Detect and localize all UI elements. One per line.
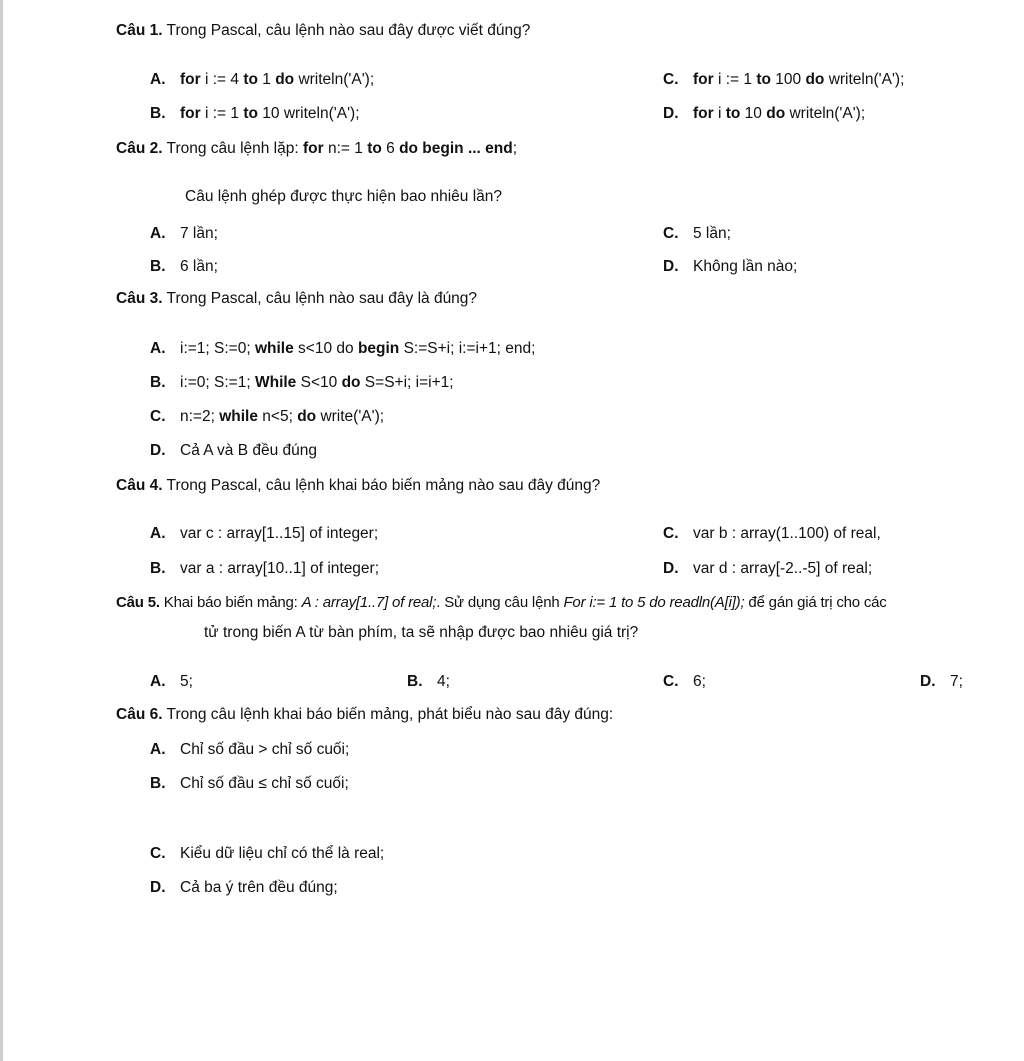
option-text xyxy=(180,374,454,391)
option-letter: D. xyxy=(150,442,166,459)
q6-option-a[interactable] xyxy=(150,741,349,759)
option-text xyxy=(180,741,349,758)
option-text xyxy=(693,560,872,577)
text-run: i:=0; S:=1; xyxy=(180,374,255,391)
text-run: var d : array[-2..-5] of real; xyxy=(693,560,873,577)
option-letter: B. xyxy=(407,673,423,690)
q3-option-b[interactable] xyxy=(150,374,454,392)
text-run: var b : array(1..100) of real, xyxy=(693,525,881,542)
question-5-text xyxy=(164,594,887,611)
text-run: 4; xyxy=(437,673,450,690)
text-run: i:=1; S:=0; xyxy=(180,340,255,357)
text-run: . Sử dụng câu lệnh xyxy=(436,594,564,611)
question-1-label: Câu 1. xyxy=(116,22,163,39)
option-letter: A. xyxy=(150,340,166,357)
option-letter: C. xyxy=(663,71,679,88)
text-run: do xyxy=(766,105,786,122)
option-letter: D. xyxy=(663,560,679,577)
q1-option-c[interactable] xyxy=(663,71,904,89)
option-text xyxy=(693,105,865,122)
text-run: 5 lần; xyxy=(693,225,731,242)
q3-option-d[interactable] xyxy=(150,442,317,460)
q4-option-a[interactable] xyxy=(150,525,378,543)
q2-option-d[interactable] xyxy=(663,258,797,276)
text-run: 10 xyxy=(740,105,767,122)
question-6-text: Trong câu lệnh khai báo biến mảng, phát biểu nào sau đây đúng: xyxy=(166,706,614,723)
question-4-label: Câu 4. xyxy=(116,477,163,494)
text-run: S:=S+i; i:=i+1; end; xyxy=(399,340,536,357)
text-run: begin xyxy=(357,340,400,357)
option-letter: D. xyxy=(663,258,679,275)
text-run: writeln('A'); xyxy=(294,71,375,88)
option-letter: B. xyxy=(150,374,166,391)
question-3-label: Câu 3. xyxy=(116,290,163,307)
text-run: i := 1 xyxy=(713,71,757,88)
text-run: Khai báo biến mảng: xyxy=(163,594,302,611)
page-left-edge xyxy=(0,0,3,1061)
question-5-subtext: tử trong biến A từ bàn phím, ta sẽ nhập được bao nhiêu giá trị? xyxy=(204,624,639,641)
option-text xyxy=(693,71,904,88)
option-letter: B. xyxy=(150,258,166,275)
q2-option-a[interactable] xyxy=(150,225,218,243)
text-run: do xyxy=(275,71,295,88)
text-run: để gán giá trị cho các xyxy=(744,594,887,611)
text-run: Kiểu dữ liệu chỉ có thể là real; xyxy=(180,845,385,862)
option-letter: A. xyxy=(150,741,166,758)
text-run: Trong câu lệnh lặp: xyxy=(166,140,303,157)
q5-option-c[interactable] xyxy=(663,673,706,691)
text-run: S<10 xyxy=(296,374,342,391)
option-letter: D. xyxy=(920,673,936,690)
option-text xyxy=(437,673,450,690)
option-text xyxy=(180,408,384,425)
q6-option-d[interactable] xyxy=(150,879,338,897)
text-run: 100 xyxy=(770,71,806,88)
text-run: var c : array[1..15] of integer; xyxy=(180,525,379,542)
question-1 xyxy=(116,22,530,40)
option-text xyxy=(180,105,360,122)
text-run: do xyxy=(341,374,361,391)
option-letter: C. xyxy=(663,673,679,690)
option-text xyxy=(693,225,731,242)
text-run: A : array[1..7] of real; xyxy=(301,594,437,611)
text-run: Cả ba ý trên đều đúng; xyxy=(180,879,338,896)
q1-option-d[interactable] xyxy=(663,105,865,123)
text-run: i xyxy=(713,105,726,122)
option-letter: A. xyxy=(150,71,166,88)
text-run: do xyxy=(805,71,825,88)
text-run: 7 lần; xyxy=(180,225,218,242)
text-run: n:=2; xyxy=(180,408,220,425)
q5-option-a[interactable] xyxy=(150,673,193,691)
option-text xyxy=(180,560,379,577)
option-text xyxy=(180,340,535,357)
option-text xyxy=(693,258,797,275)
option-letter: C. xyxy=(663,225,679,242)
text-run: writeln('A'); xyxy=(824,71,905,88)
text-run: for xyxy=(693,71,714,88)
option-text xyxy=(180,845,384,862)
q3-option-c[interactable] xyxy=(150,408,384,426)
q4-option-c[interactable] xyxy=(663,525,881,543)
text-run: to xyxy=(243,71,258,88)
text-run: i := 1 xyxy=(200,105,244,122)
text-run: for xyxy=(180,71,201,88)
text-run: write('A'); xyxy=(316,408,385,425)
q1-option-b[interactable] xyxy=(150,105,360,123)
question-5 xyxy=(116,594,887,611)
q6-option-b[interactable] xyxy=(150,775,349,793)
option-text xyxy=(693,525,881,542)
option-text xyxy=(180,71,374,88)
question-2 xyxy=(116,140,517,158)
option-text xyxy=(180,225,218,242)
q6-option-c[interactable] xyxy=(150,845,384,863)
text-run: Chỉ số đầu ≤ chỉ số cuối; xyxy=(180,775,349,792)
text-run: for xyxy=(180,105,201,122)
q1-option-a[interactable] xyxy=(150,71,374,89)
text-run: to xyxy=(725,105,741,122)
question-6-label: Câu 6. xyxy=(116,706,163,723)
question-2-label: Câu 2. xyxy=(116,140,163,157)
option-letter: C. xyxy=(150,845,166,862)
text-run: while xyxy=(219,408,258,425)
text-run: writeln('A'); xyxy=(785,105,866,122)
text-run: while xyxy=(254,340,294,357)
question-1-text: Trong Pascal, câu lệnh nào sau đây được viết đúng? xyxy=(166,22,531,39)
text-run: Chỉ số đầu > chỉ số cuối; xyxy=(180,741,350,758)
text-run: to xyxy=(243,105,258,122)
option-letter: C. xyxy=(150,408,166,425)
text-run: s<10 do xyxy=(293,340,358,357)
q5-option-d[interactable] xyxy=(920,673,963,691)
option-text xyxy=(180,879,338,896)
question-4-text: Trong Pascal, câu lệnh khai báo biến mảng nào sau đây đúng? xyxy=(166,477,601,494)
text-run: do begin ... end xyxy=(399,140,513,157)
text-run: 10 writeln('A'); xyxy=(257,105,360,122)
q2-option-c[interactable] xyxy=(663,225,731,243)
option-letter: B. xyxy=(150,560,166,577)
text-run: to xyxy=(756,71,771,88)
text-run: While xyxy=(254,374,297,391)
text-run: 5; xyxy=(180,673,193,690)
option-letter: B. xyxy=(150,775,166,792)
text-run: n:= 1 xyxy=(323,140,368,157)
text-run: 6; xyxy=(693,673,706,690)
option-letter: D. xyxy=(663,105,679,122)
text-run: 1 xyxy=(257,71,276,88)
option-letter: D. xyxy=(150,879,166,896)
option-text xyxy=(180,442,317,459)
text-run: 7; xyxy=(950,673,963,690)
q4-option-d[interactable] xyxy=(663,560,872,578)
option-letter: C. xyxy=(663,525,679,542)
text-run: Cả A và B đều đúng xyxy=(180,442,318,459)
q2-option-b[interactable] xyxy=(150,258,218,276)
question-3 xyxy=(116,290,477,308)
text-run: for xyxy=(693,105,714,122)
option-letter: A. xyxy=(150,225,166,242)
option-text xyxy=(950,673,963,690)
option-text xyxy=(180,258,218,275)
text-run: 6 xyxy=(381,140,400,157)
text-run: Không lần nào; xyxy=(693,258,798,275)
question-2-text xyxy=(167,140,518,157)
option-text xyxy=(180,673,193,690)
text-run: ; xyxy=(512,140,518,157)
option-text xyxy=(180,775,349,792)
question-3-text: Trong Pascal, câu lệnh nào sau đây là đúng? xyxy=(166,290,478,307)
option-letter: B. xyxy=(150,105,166,122)
text-run: 6 lần; xyxy=(180,258,218,275)
q3-option-a[interactable] xyxy=(150,340,535,358)
text-run: to xyxy=(367,140,382,157)
question-6 xyxy=(116,706,613,724)
text-run: For i:= 1 to 5 do readln(A[i]); xyxy=(563,594,745,611)
text-run: do xyxy=(297,408,317,425)
question-2-subtext: Câu lệnh ghép được thực hiện bao nhiêu lần? xyxy=(185,188,503,205)
option-letter: A. xyxy=(150,673,166,690)
q4-option-b[interactable] xyxy=(150,560,379,578)
text-run: n<5; xyxy=(257,408,298,425)
text-run: for xyxy=(302,140,324,157)
question-5-label: Câu 5. xyxy=(116,594,160,611)
option-text xyxy=(180,525,378,542)
option-letter: A. xyxy=(150,525,166,542)
q5-option-b[interactable] xyxy=(407,673,450,691)
text-run: i := 4 xyxy=(200,71,244,88)
text-run: var a : array[10..1] of integer; xyxy=(180,560,380,577)
option-text xyxy=(693,673,706,690)
text-run: S=S+i; i=i+1; xyxy=(360,374,454,391)
question-4 xyxy=(116,477,600,495)
